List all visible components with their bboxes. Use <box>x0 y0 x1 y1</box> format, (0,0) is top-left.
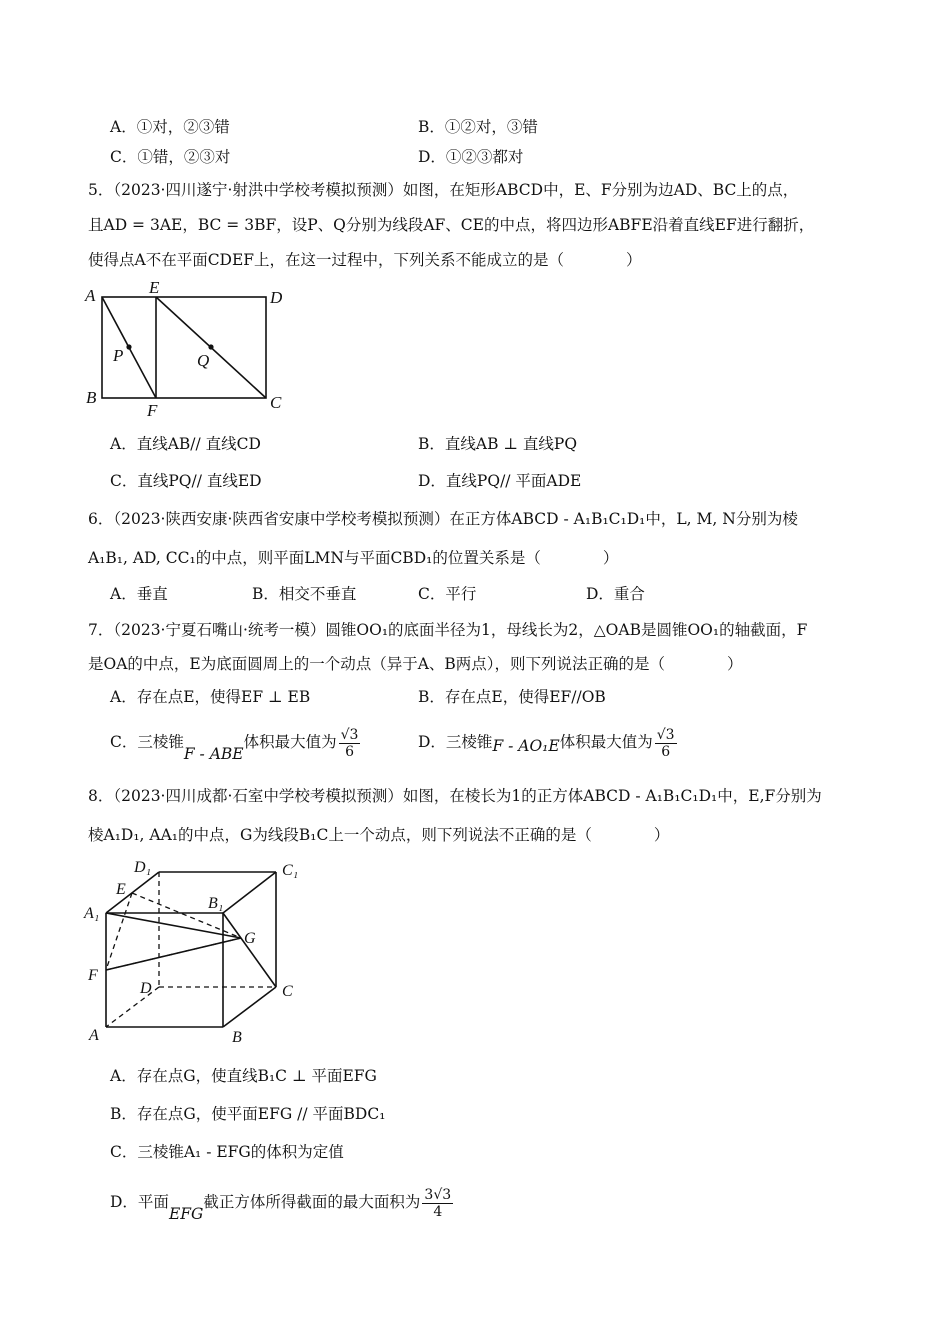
q6-stem-line2: A₁B₁, AD, CC₁的中点，则平面LMN与平面CBD₁的位置关系是（ ） <box>88 549 619 567</box>
q5-stem-line3: 使得点A不在平面CDEF上，在这一过程中，下列关系不能成立的是（ ） <box>88 251 642 269</box>
q5-stem-line2: 且AD = 3AE，BC = 3BF，设P、Q分别为线段AF、CE的中点，将四边形ABFE沿着直线EF进行翻折， <box>88 216 815 234</box>
q8-label-d: D <box>140 980 152 997</box>
q7-option-b: B．存在点E，使得EF//OB <box>418 688 606 706</box>
q8-label-d1: D₁ <box>134 859 152 876</box>
q8-label-b1: B₁ <box>208 895 224 912</box>
q5-option-a: A．直线AB// 直线CD <box>110 435 261 453</box>
q8-label-c: C <box>282 983 293 1000</box>
q7-option-c-fraction: $\frac{√3}{6}$ <box>340 726 359 760</box>
q8-option-c: C．三棱锥A₁ - EFG的体积为定值 <box>110 1143 344 1161</box>
q8-label-c1: C₁ <box>282 862 299 879</box>
q6-option-c: C．平行 <box>418 585 477 603</box>
q8-option-a: A．存在点G，使直线B₁C ⊥ 平面EFG <box>110 1067 377 1085</box>
q4-option-a: A．①对，②③错 <box>110 118 230 136</box>
q8-option-d: D．平面EFG截正方体所得截面的最大面积为 $\frac{3√3}{4}$ <box>110 1186 452 1223</box>
q8-label-a: A <box>89 1027 99 1044</box>
q5-label-a: A <box>85 286 96 305</box>
q6-option-b: B．相交不垂直 <box>252 585 357 603</box>
q7-option-d: D．三棱锥F - AO₁E体积最大值为 $\frac{√3}{6}$ <box>418 726 675 760</box>
q5-option-c: C．直线PQ// 直线ED <box>110 472 262 490</box>
q8-option-d-fraction: $\frac{3√3}{4}$ <box>424 1186 452 1220</box>
q5-label-q: Q <box>197 351 210 370</box>
q8-label-f: F <box>88 967 98 984</box>
q8-stem-line2: 棱A₁D₁, AA₁的中点，G为线段B₁C上一个动点，则下列说法不正确的是（ ） <box>88 826 670 844</box>
q8-cube-figure <box>80 855 320 1050</box>
q4-option-b: B．①②对，③错 <box>418 118 538 136</box>
q5-label-p: P <box>113 346 124 365</box>
q7-stem-line1: 7．（2023·宁夏石嘴山·统考一模）圆锥OO₁的底面半径为1，母线长为2，△OAB是圆锥OO₁的轴截面，F <box>88 621 808 639</box>
q8-option-b: B．存在点G，使平面EFG // 平面BDC₁ <box>110 1105 386 1123</box>
q5-rectangle-figure <box>80 280 300 420</box>
q5-option-b: B．直线AB ⊥ 直线PQ <box>418 435 578 453</box>
q8-label-a1: A₁ <box>84 905 100 922</box>
q7-option-d-fraction: $\frac{√3}{6}$ <box>656 726 675 760</box>
q5-label-c: C <box>270 393 282 412</box>
q5-label-f: F <box>147 401 158 420</box>
q8-label-e: E <box>116 881 126 898</box>
q8-label-g: G <box>244 930 256 947</box>
q5-option-d: D．直线PQ// 平面ADE <box>418 472 582 490</box>
q5-label-b: B <box>86 388 97 407</box>
q6-stem-line1: 6．（2023·陕西安康·陕西省安康中学校考模拟预测）在正方体ABCD - A₁B₁C₁D₁中，L, M, N分别为棱 <box>88 510 798 528</box>
q8-label-b: B <box>232 1029 242 1046</box>
q6-option-d: D．重合 <box>586 585 645 603</box>
q7-option-c: C．三棱锥F - ABE体积最大值为 $\frac{√3}{6}$ <box>110 726 359 763</box>
q7-option-a: A．存在点E，使得EF ⊥ EB <box>110 688 311 706</box>
q6-option-a: A．垂直 <box>110 585 168 603</box>
q7-stem-line2: 是OA的中点，E为底面圆周上的一个动点（异于A、B两点），则下列说法正确的是（ ） <box>88 655 743 673</box>
q5-label-e: E <box>149 280 160 297</box>
q8-stem-line1: 8．（2023·四川成都·石室中学校考模拟预测）如图，在棱长为1的正方体ABCD - A₁B₁C₁D₁中，E,F分别为 <box>88 787 822 805</box>
q5-label-d: D <box>270 288 283 307</box>
q4-option-d: D．①②③都对 <box>418 148 524 166</box>
q4-option-c: C．①错，②③对 <box>110 148 231 166</box>
q5-stem-line1: 5．（2023·四川遂宁·射洪中学校考模拟预测）如图，在矩形ABCD中，E、F分别为边AD、BC上的点， <box>88 181 799 199</box>
